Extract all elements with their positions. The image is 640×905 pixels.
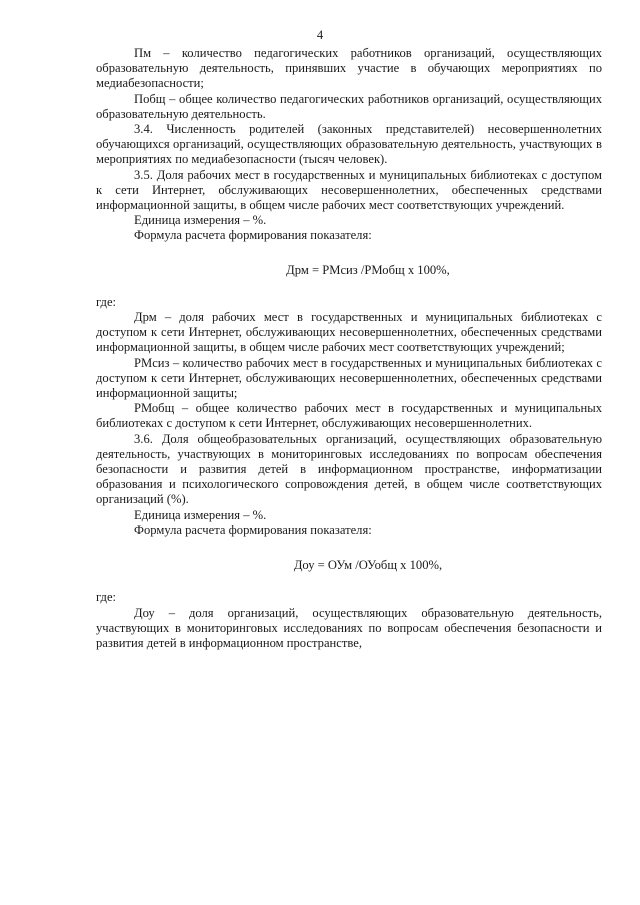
pm-definition: Пм – количество педагогических работников организаций, осуществляющих образовательную деятельность, принявших участие в обучающих мероприятиях по медиабезопасности; (96, 46, 602, 91)
page-number: 4 (316, 28, 324, 42)
pobsh-definition: Побщ – общее количество педагогических работников организаций, осуществляющих образовательную деятельность. (96, 91, 602, 121)
indicator-3-4: 3.4. Численность родителей (законных представителей) несовершеннолетних обучающихся организаций, осуществляющих образовательную деятельность, участвующих в мероприятиях по медиабезопасности (тысяч человек). (96, 122, 602, 167)
formula-intro-1: Формула расчета формирования показателя: (134, 228, 372, 243)
rmsiz-definition: РМсиз – количество рабочих мест в государственных и муниципальных библиотеках с доступом к сети Интернет, обслуживающих несовершеннолетних, обеспеченных средствами информационной защиты; (96, 355, 602, 401)
indicator-3-5: 3.5. Доля рабочих мест в государственных и муниципальных библиотеках с доступом к сети Интернет, обслуживающих несовершеннолетних, обеспеченных средствами информационной защиты, в общем числе рабочих мест соответствующих учреждений. (96, 167, 602, 213)
where-label-1: где: (96, 294, 117, 309)
document-body (96, 46, 602, 651)
drm-definition: Дрм – доля рабочих мест в государственных и муниципальных библиотеках с доступом к сети Интернет, обслуживающих несовершеннолетних, обеспеченных средствами информационной защиты, в общем числе рабочих мест соответствующих учреждений; (96, 310, 602, 355)
indicator-3-6: 3.6. Доля общеобразовательных организаций, осуществляющих образовательную деятельность, участвующих в мониторинговых исследованиях по вопросам обеспечения безопасности и развития детей в информационном пространстве, информатизации образования и психологического сопровождения детей, в общем числе соответствующих организаций (%). (96, 431, 602, 507)
rmobsh-definition: РМобщ – общее количество рабочих мест в государственных и муниципальных библиотеках с доступом к сети Интернет, обслуживающих несовершеннолетних. (96, 401, 602, 431)
formula-dou: Доу = ОУм /ОУобщ х 100%, (293, 558, 443, 573)
formula-intro-2: Формула расчета формирования показателя: (134, 522, 372, 537)
dou-definition: Доу – доля организаций, осуществляющих образовательную деятельность, участвующих в мониторинговых исследованиях по вопросам обеспечения безопасности и развития детей в информационном пространстве, (96, 605, 602, 650)
unit-of-measure-1: Единица измерения – %. (134, 213, 267, 228)
unit-of-measure-2: Единица измерения – %. (134, 507, 267, 522)
where-label-2: где: (96, 590, 117, 605)
formula-drm: Дрм = РМсиз /РМобщ х 100%, (286, 262, 450, 277)
